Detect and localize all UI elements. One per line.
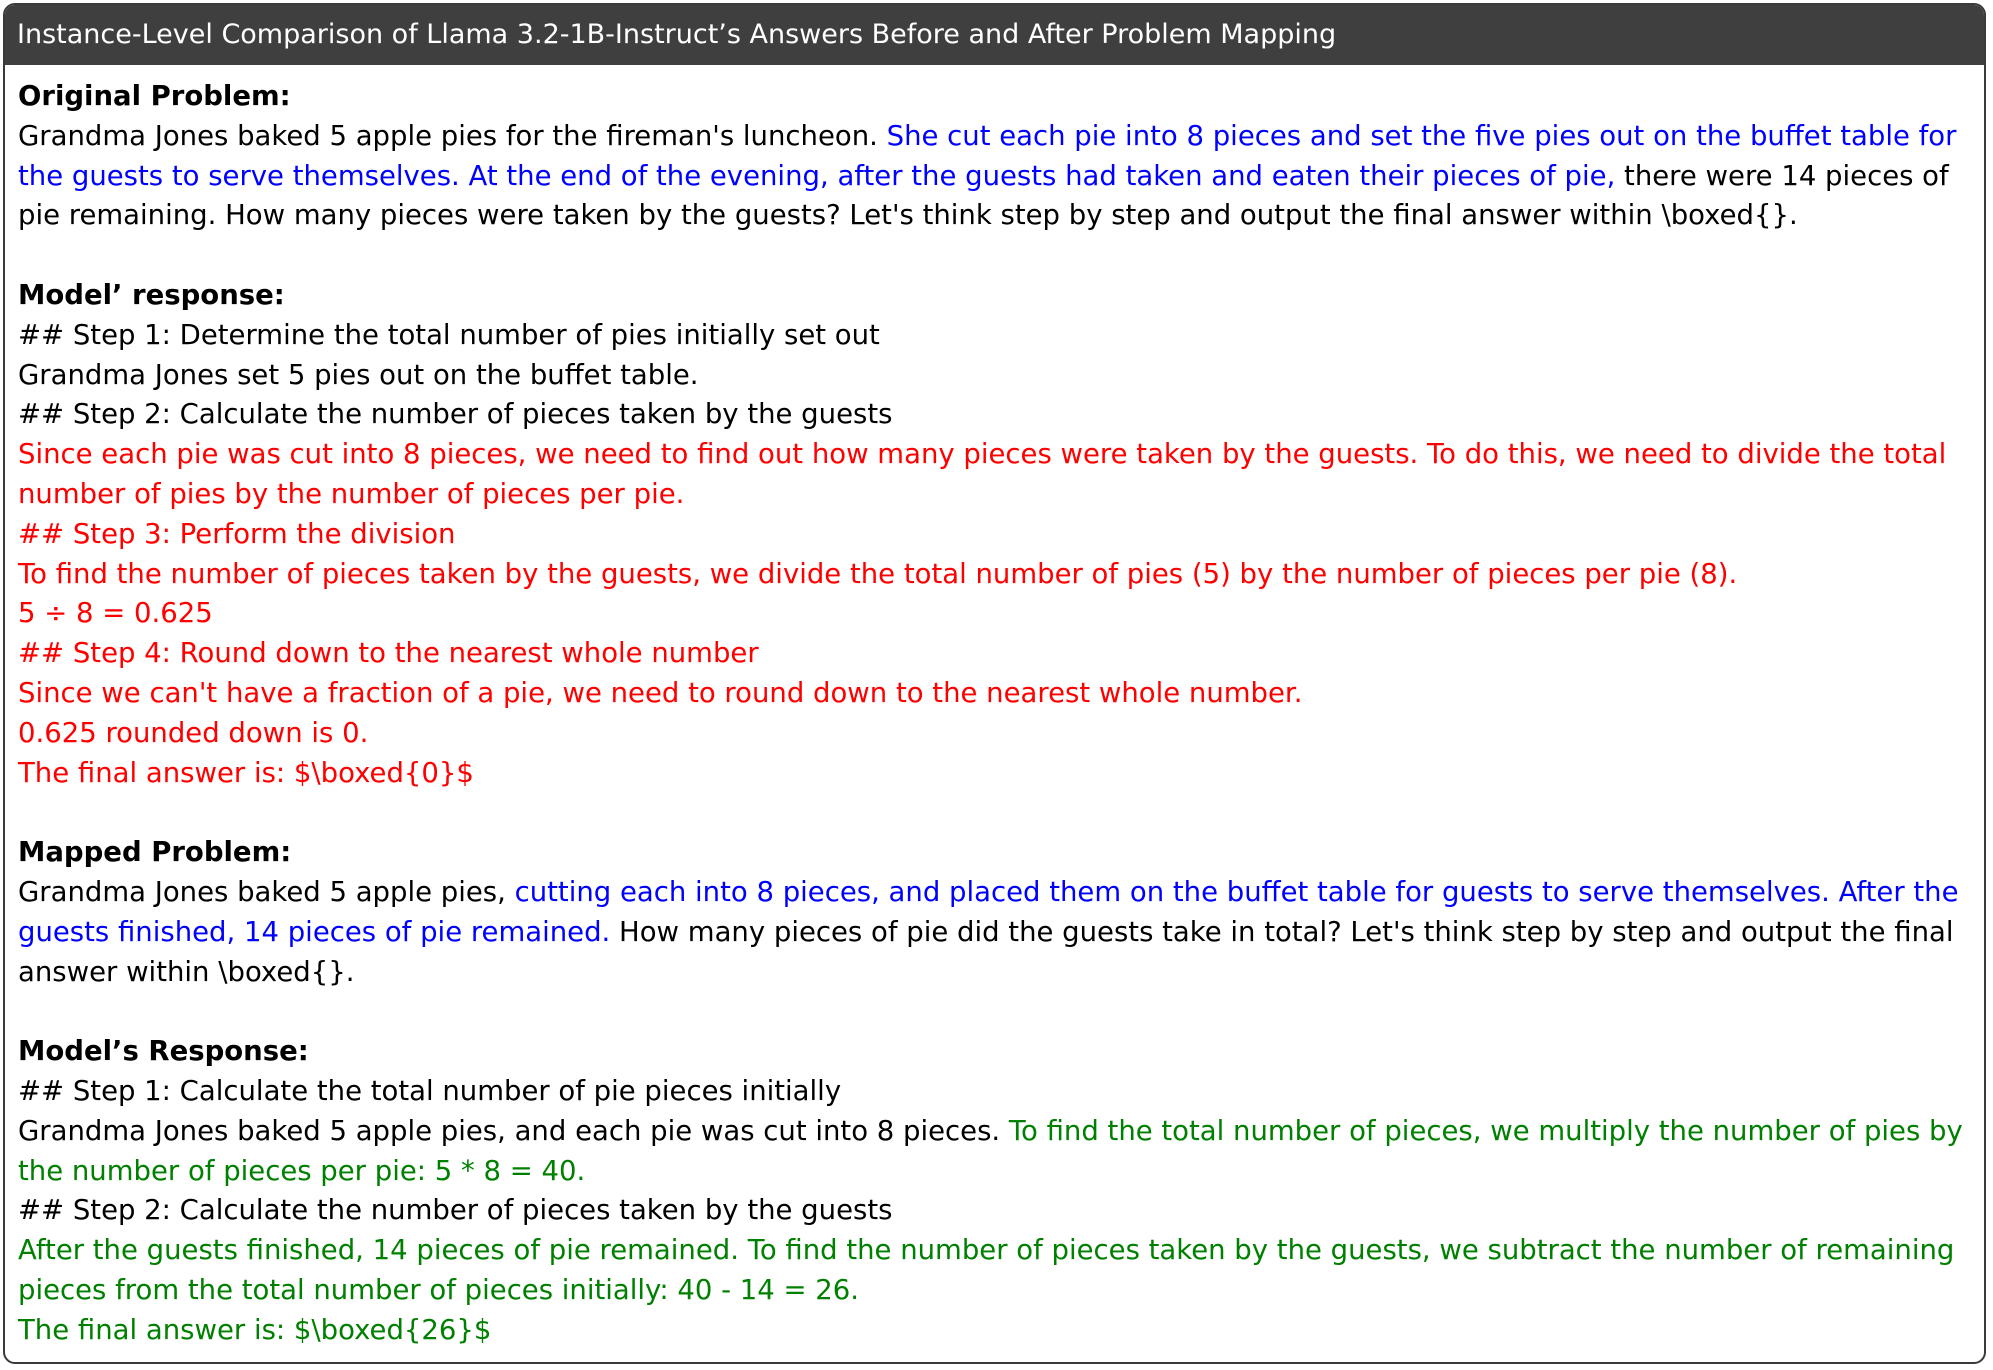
response-1-line: Grandma Jones set 5 pies out on the buffet table. [18,358,699,391]
response-2-step2: ## Step 2: Calculate the number of pieces taken by the guests [18,1194,893,1227]
response-1-error-line: ## Step 3: Perform the division [18,517,456,550]
original-problem-heading: Original Problem: [18,80,291,112]
response-1-line: ## Step 2: Calculate the number of pieces taken by the guests [18,398,893,431]
response-1-error-line: ## Step 4: Round down to the nearest whole number [18,637,759,670]
response-1-error-line: 0.625 rounded down is 0. [18,716,369,749]
box-title: Instance-Level Comparison of Llama 3.2-1B-Instruct’s Answers Before and After Problem Mapping [5,5,1984,65]
section-gap [18,236,1970,276]
mapped-text-question: How many pieces of pie did the guests take in total? Let's think step by step and output the final answer within \boxed{}. [18,915,1954,988]
response-2-line [18,1112,1970,1192]
model-response-heading: Model’ response: [18,278,285,311]
response-2-step1: ## Step 1: Calculate the total number of pie pieces initially [18,1074,842,1107]
original-problem-text [18,117,1970,236]
response-1-final-answer: The final answer is: $\boxed{0}$ [18,756,474,789]
original-text-plain: Grandma Jones baked 5 apple pies for the fireman's luncheon. [18,119,887,152]
mapped-problem-heading: Mapped Problem: [18,836,292,869]
response-1-error-line: Since each pie was cut into 8 pieces, we need to find out how many pieces were taken by the guests. To do this, we need to divide the total number of pies by the number of pieces per pie. [18,438,1947,510]
response-2-correct-line: After the guests finished, 14 pieces of pie remained. To find the number of pieces taken by the guests, we subtract the number of remaining pieces from the total number of pieces initially: 40 - 14 = 26. [18,1234,1955,1306]
response-2-line-plain: Grandma Jones baked 5 apple pies, and each pie was cut into 8 pieces. [18,1114,1009,1147]
original-text-question: there were 14 pieces of pie remaining. How many pieces were taken by the guests? Let's think step by step and output the final answer within \boxed{}. [18,159,1949,232]
response-2-line-correct: To find the total number of pieces, we multiply the number of pies by the number of pieces per pie: 5 * 8 = 40. [18,1114,1963,1187]
box-content [5,65,1984,1351]
original-text-highlight: She cut each pie into 8 pieces and set the five pies out on the buffet table for the guests to serve themselves. At the end of the evening, after the guests had taken and eaten their pieces of pie, [18,119,1957,192]
comparison-box [3,3,1986,1364]
response-1-error-line: 5 ÷ 8 = 0.625 [18,597,213,630]
response-1-line: ## Step 1: Determine the total number of pies initially set out [18,318,880,351]
mapped-problem-text [18,873,1970,992]
response-1-error-line: To find the number of pieces taken by the guests, we divide the total number of pies (5) by the number of pieces per pie (8). [18,557,1738,590]
section-gap [18,992,1970,1032]
mapped-text-plain: Grandma Jones baked 5 apple pies, [18,875,515,908]
response-1-error-line: Since we can't have a fraction of a pie, we need to round down to the nearest whole number. [18,676,1303,709]
model-response-2-heading: Model’s Response: [18,1035,309,1068]
response-2-final-answer: The final answer is: $\boxed{26}$ [18,1313,492,1346]
section-gap [18,793,1970,833]
mapped-text-highlight: cutting each into 8 pieces, and placed them on the buffet table for guests to serve themselves. After the guests finished, 14 pieces of pie remained. [18,875,1959,948]
